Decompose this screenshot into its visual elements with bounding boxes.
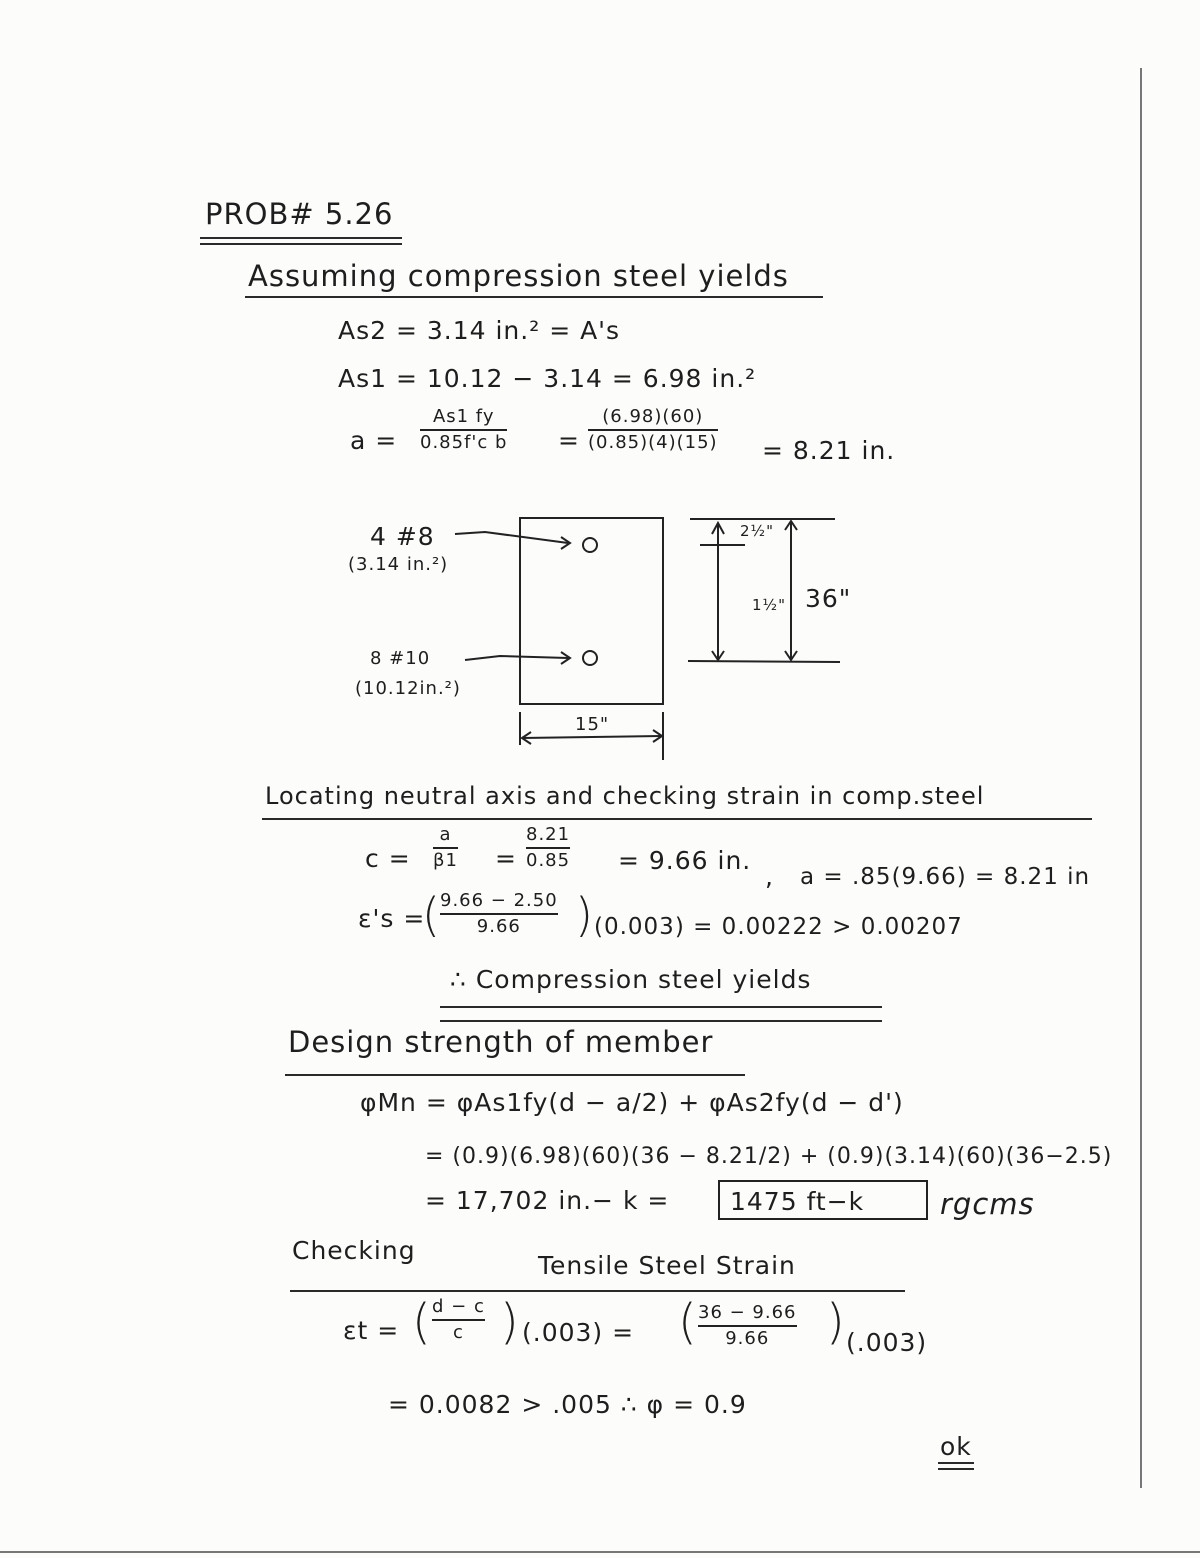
es-lhs: ε's =	[358, 904, 426, 933]
top-bars-label: 4 #8	[370, 522, 435, 551]
bottom-bars-area: (10.12in.²)	[355, 678, 461, 699]
c-numerator-numeric: 8.21	[526, 824, 571, 845]
et-fraction-symbolic	[432, 1298, 485, 1342]
design-strength-underline	[285, 1074, 745, 1076]
a-equals: =	[558, 426, 580, 455]
ok-underline-2	[938, 1468, 974, 1470]
moment-formula: φMn = φAs1fy(d − a/2) + φAs2fy(d − d')	[360, 1088, 904, 1117]
c-lhs: c =	[365, 844, 411, 873]
et-result: = 0.0082 > .005 ∴ φ = 0.9	[388, 1390, 747, 1419]
et-middle: (.003) =	[522, 1318, 635, 1347]
et-lhs: εt =	[343, 1316, 400, 1345]
as1-equation: As1 = 10.12 − 3.14 = 6.98 in.²	[338, 364, 757, 393]
top-bar-leader	[455, 532, 568, 543]
grader-initials: rgcms	[940, 1187, 1035, 1221]
es-close-paren: )	[575, 888, 594, 942]
fraction-bar	[440, 913, 558, 915]
et-numerator-numeric: 36 − 9.66	[698, 1302, 797, 1323]
a-denominator-symbolic: 0.85f'c b	[420, 432, 508, 453]
width-dim-line	[522, 736, 662, 738]
problem-title: PROB# 5.26	[205, 197, 394, 231]
a-denominator-numeric: (0.85)(4)(15)	[588, 432, 718, 453]
es-fraction	[440, 892, 558, 936]
top-bar-symbol	[583, 538, 597, 552]
a-result: = 8.21 in.	[762, 436, 896, 465]
ok-mark: ok	[940, 1432, 972, 1461]
conclusion-underline-2	[440, 1020, 882, 1022]
c-numerator: a	[439, 824, 452, 845]
c-fraction-numeric	[526, 826, 570, 870]
depth-bottom-line	[688, 661, 840, 662]
bottom-bar-symbol	[583, 651, 597, 665]
c-denominator: β1	[433, 850, 458, 871]
a-check: a = .85(9.66) = 8.21 in	[800, 864, 1091, 890]
section-heading-checking: Checking	[292, 1236, 416, 1265]
et-open-paren: (	[412, 1294, 432, 1350]
section-heading-design-strength: Design strength of member	[288, 1025, 714, 1059]
neutral-axis-underline	[262, 818, 1092, 820]
a-numerator-numeric: (6.98)(60)	[602, 406, 704, 427]
a-numerator-symbolic: As1 fy	[432, 406, 495, 427]
final-answer-box: 1475 ft−k	[718, 1180, 928, 1220]
fraction-bar	[526, 847, 570, 849]
et-denominator: c	[452, 1322, 464, 1343]
et-end: (.003)	[846, 1328, 928, 1357]
es-result: (0.003) = 0.00222 > 0.00207	[594, 914, 963, 940]
bottom-bars-label: 8 #10	[370, 648, 431, 669]
es-denominator: 9.66	[476, 916, 521, 937]
fraction-bar	[433, 847, 458, 849]
moment-substitution: = (0.9)(6.98)(60)(36 − 8.21/2) + (0.9)(3.14)(60)(36−2.5)	[425, 1144, 1113, 1169]
et-close-paren: )	[500, 1294, 520, 1350]
es-open-paren: (	[422, 888, 441, 942]
es-numerator: 9.66 − 2.50	[440, 890, 558, 911]
scan-edge-right	[1140, 68, 1142, 1488]
section-heading-tensile-strain: Tensile Steel Strain	[538, 1251, 796, 1280]
as2-equation: As2 = 3.14 in.² = A's	[338, 316, 621, 345]
inner-depth-label: 1½"	[752, 596, 786, 614]
c-result: = 9.66 in.	[618, 846, 752, 875]
et-close-paren-2: )	[826, 1294, 846, 1350]
section-heading-assumption: Assuming compression steel yields	[248, 259, 789, 293]
c-fraction-symbolic	[433, 826, 458, 870]
separator-comma: ,	[765, 862, 774, 891]
fraction-bar	[432, 1319, 485, 1321]
et-open-paren-2: (	[678, 1294, 698, 1350]
moment-result-in-k: = 17,702 in.− k =	[425, 1186, 670, 1215]
et-denominator-numeric: 9.66	[725, 1328, 770, 1349]
beam-outline	[520, 518, 663, 704]
bottom-bar-leader	[465, 656, 568, 660]
total-depth-label: 36"	[805, 584, 852, 613]
fraction-bar	[698, 1325, 797, 1327]
scan-edge-bottom	[0, 1551, 1200, 1553]
section-heading-neutral-axis: Locating neutral axis and checking strain in comp.steel	[265, 782, 985, 810]
c-equals: =	[495, 844, 517, 873]
ok-underline	[938, 1462, 974, 1464]
c-denominator-numeric: 0.85	[526, 850, 571, 871]
et-numerator: d − c	[432, 1296, 485, 1317]
checking-underline	[290, 1290, 905, 1292]
top-bars-area: (3.14 in.²)	[348, 554, 449, 575]
cover-label: 2½"	[740, 522, 774, 540]
et-fraction-numeric	[698, 1304, 797, 1348]
conclusion-underline	[440, 1006, 882, 1008]
a-lhs: a =	[350, 426, 398, 455]
compression-yield-conclusion: ∴ Compression steel yields	[450, 965, 812, 994]
width-label: 15"	[575, 714, 610, 735]
